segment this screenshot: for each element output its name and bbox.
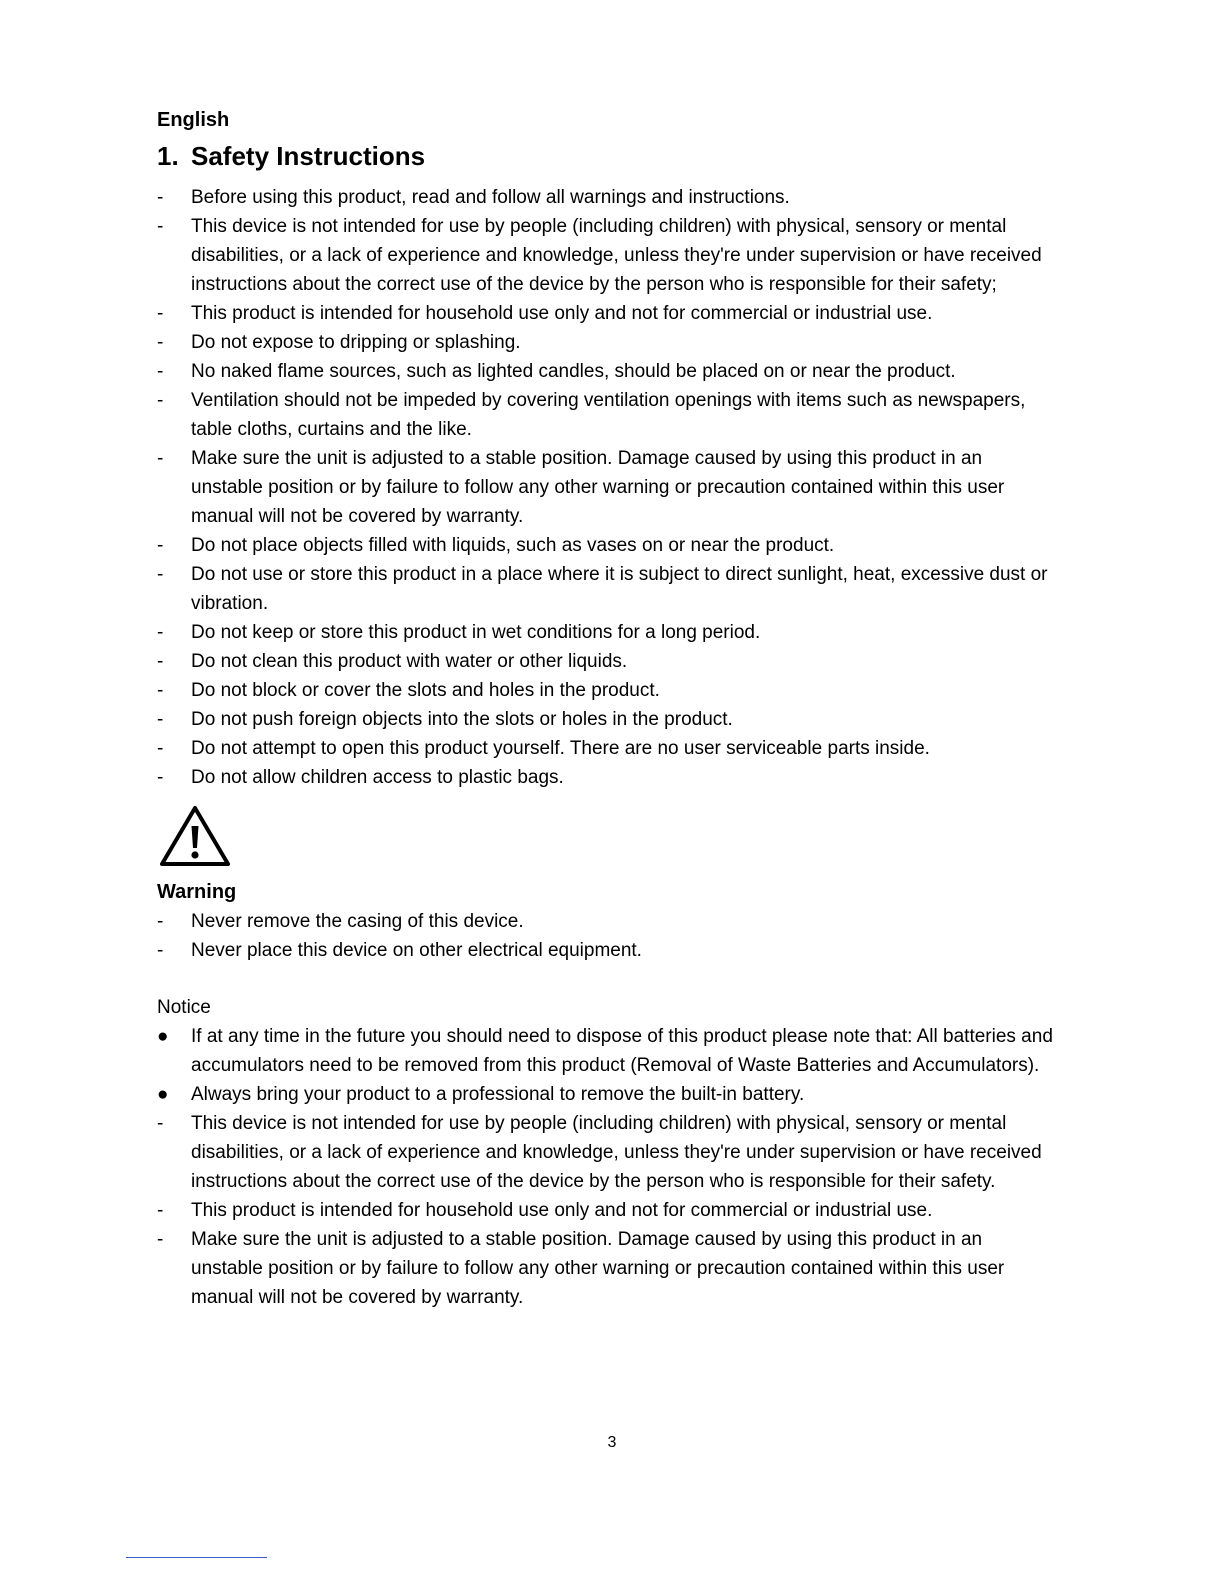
list-marker: -	[157, 940, 164, 961]
list-marker: -	[157, 738, 164, 759]
list-item-text: Ventilation should not be impeded by covering ventilation openings with items such as newspapers, table cloths, curtains and the like.	[191, 390, 1026, 440]
footer-divider	[126, 1557, 267, 1558]
list-item	[157, 531, 1057, 560]
page-number: 3	[607, 1434, 617, 1451]
list-item-text: Never remove the casing of this device.	[191, 911, 524, 932]
list-item	[157, 212, 1057, 299]
list-marker: -	[157, 680, 164, 701]
list-item-text: No naked flame sources, such as lighted candles, should be placed on or near the product.	[191, 361, 956, 382]
list-item	[157, 936, 1057, 965]
list-marker: -	[157, 361, 164, 382]
list-item-text: Do not block or cover the slots and holes in the product.	[191, 680, 660, 701]
list-item	[157, 1196, 1057, 1225]
section-title-text: Safety Instructions	[191, 141, 426, 171]
list-item	[157, 734, 1057, 763]
list-item-text: Do not keep or store this product in wet conditions for a long period.	[191, 622, 761, 643]
list-item-text: This product is intended for household use only and not for commercial or industrial use.	[191, 303, 933, 324]
list-item-text: Do not use or store this product in a place where it is subject to direct sunlight, heat, excessive dust or vibration.	[191, 564, 1048, 614]
list-marker: -	[157, 1113, 164, 1134]
list-item	[157, 357, 1057, 386]
list-item-text: Do not place objects filled with liquids, such as vases on or near the product.	[191, 535, 835, 556]
document-page	[157, 106, 1057, 1312]
list-marker: ●	[157, 1026, 169, 1047]
language-label: English	[157, 109, 230, 131]
list-marker: -	[157, 535, 164, 556]
list-item-text: Make sure the unit is adjusted to a stable position. Damage caused by using this product in an unstable position or by failure to follow any other warning or precaution contained within this user manual will not be covered by warranty.	[191, 1229, 1005, 1308]
list-marker: -	[157, 1229, 164, 1250]
notice-heading: Notice	[157, 997, 211, 1018]
list-item-text: Do not push foreign objects into the slots or holes in the product.	[191, 709, 733, 730]
list-marker: -	[157, 1200, 164, 1221]
section-title	[157, 137, 1057, 175]
list-marker: -	[157, 303, 164, 324]
warning-heading: Warning	[157, 881, 237, 903]
list-marker: -	[157, 390, 164, 411]
list-marker: -	[157, 911, 164, 932]
list-item	[157, 1109, 1057, 1196]
list-marker: -	[157, 564, 164, 585]
list-item-text: Make sure the unit is adjusted to a stable position. Damage caused by using this product in an unstable position or by failure to follow any other warning or precaution contained within this user manual will not be covered by warranty.	[191, 448, 1005, 527]
list-item-text: Before using this product, read and follow all warnings and instructions.	[191, 187, 790, 208]
list-item-text: Do not clean this product with water or other liquids.	[191, 651, 628, 672]
list-item	[157, 1225, 1057, 1312]
warning-list	[157, 907, 1057, 965]
section-number: 1.	[157, 141, 179, 171]
list-marker: -	[157, 332, 164, 353]
list-item-text: This device is not intended for use by people (including children) with physical, sensory or mental disabilities, or a lack of experience and knowledge, unless they're under supervision or have received instructions about the correct use of the device by the person who is responsible for their safety.	[191, 1113, 1042, 1192]
list-item-text: Do not attempt to open this product yourself. There are no user serviceable parts inside.	[191, 738, 930, 759]
list-item-text: Do not allow children access to plastic bags.	[191, 767, 564, 788]
list-item-text: Never place this device on other electrical equipment.	[191, 940, 642, 961]
list-item	[157, 705, 1057, 734]
list-item	[157, 647, 1057, 676]
list-item-text: Do not expose to dripping or splashing.	[191, 332, 521, 353]
warning-triangle-icon	[159, 804, 231, 868]
list-item	[157, 763, 1057, 792]
notice-list	[157, 1022, 1057, 1312]
list-item	[157, 299, 1057, 328]
list-item-text: Always bring your product to a professional to remove the built-in battery.	[191, 1084, 805, 1105]
list-item	[157, 1022, 1057, 1080]
list-marker: ●	[157, 1084, 169, 1105]
list-item	[157, 676, 1057, 705]
list-marker: -	[157, 216, 164, 237]
list-marker: -	[157, 187, 164, 208]
list-marker: -	[157, 651, 164, 672]
list-item	[157, 328, 1057, 357]
safety-instructions-list	[157, 183, 1057, 792]
list-item-text: This product is intended for household use only and not for commercial or industrial use.	[191, 1200, 933, 1221]
list-item-text: This device is not intended for use by people (including children) with physical, sensory or mental disabilities, or a lack of experience and knowledge, unless they're under supervision or have received instructions about the correct use of the device by the person who is responsible for their safety;	[191, 216, 1042, 295]
list-marker: -	[157, 709, 164, 730]
list-item	[157, 1080, 1057, 1109]
list-item	[157, 183, 1057, 212]
list-item	[157, 386, 1057, 444]
list-item	[157, 560, 1057, 618]
list-item	[157, 444, 1057, 531]
list-marker: -	[157, 448, 164, 469]
list-marker: -	[157, 767, 164, 788]
list-item	[157, 907, 1057, 936]
list-marker: -	[157, 622, 164, 643]
list-item	[157, 618, 1057, 647]
list-item-text: If at any time in the future you should need to dispose of this product please note that: All batteries and accumulators need to be removed from this product (Removal of Waste Batteries and Accumulators).	[191, 1026, 1053, 1076]
